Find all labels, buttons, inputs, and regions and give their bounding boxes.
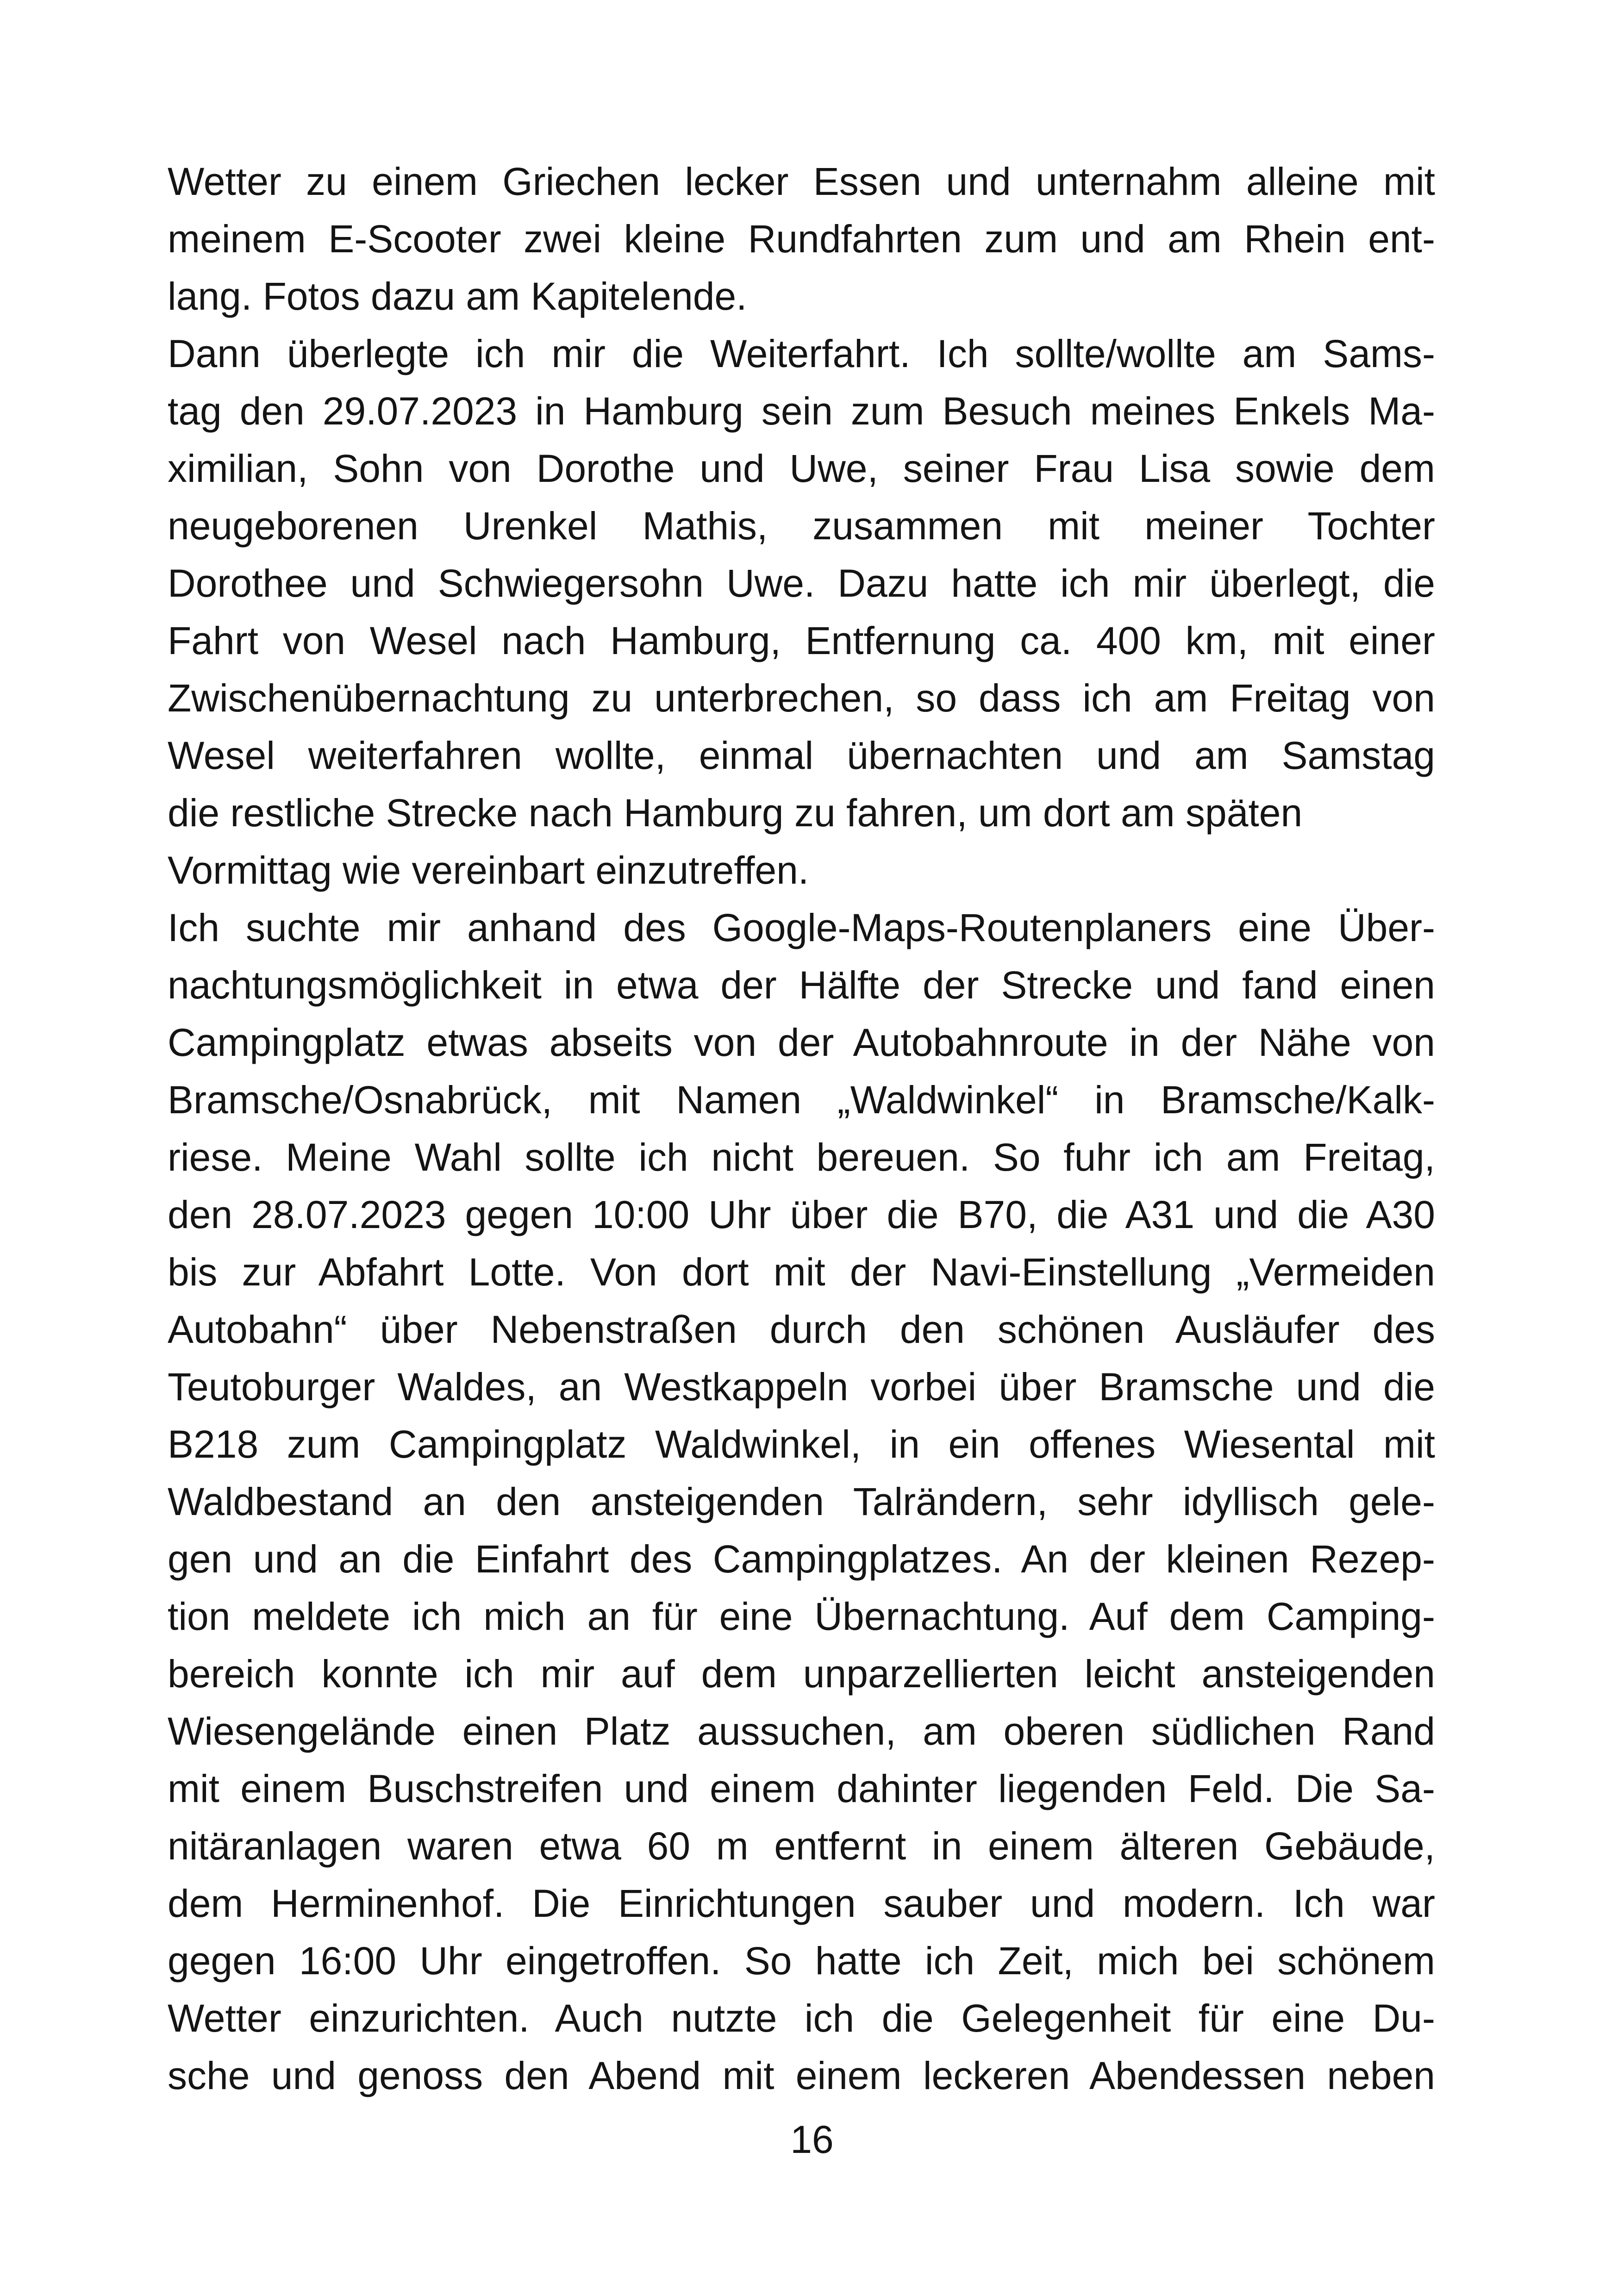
text-line: Autobahn“ über Nebenstraßen durch den schönen Ausläufer des — [168, 1308, 1435, 1351]
text-line: gen und an die Einfahrt des Campingplatzes. An der kleinen Rezep- — [168, 1537, 1435, 1581]
text-line: Wesel weiterfahren wollte, einmal übernachten und am Samstag — [168, 734, 1435, 777]
text-line: den 28.07.2023 gegen 10:00 Uhr über die B70, die A31 und die A30 — [168, 1193, 1435, 1236]
text-line: Teutoburger Waldes, an Westkappeln vorbei über Bramsche und die — [168, 1365, 1435, 1409]
text-line: Bramsche/Osnabrück, mit Namen „Waldwinkel“ in Bramsche/Kalk- — [168, 1078, 1435, 1122]
text-line: tion meldete ich mich an für eine Übernachtung. Auf dem Camping- — [168, 1595, 1435, 1638]
text-line: B218 zum Campingplatz Waldwinkel, in ein offenes Wiesental mit — [168, 1422, 1435, 1466]
text-line: nitäranlagen waren etwa 60 m entfernt in einem älteren Gebäude, — [168, 1824, 1435, 1868]
text-line: mit einem Buschstreifen und einem dahinter liegenden Feld. Die Sa- — [168, 1767, 1435, 1810]
text-line: sche und genoss den Abend mit einem leckeren Abendessen neben — [168, 2054, 1435, 2097]
text-line: die restliche Strecke nach Hamburg zu fahren, um dort am späten — [168, 791, 1303, 835]
text-line: bis zur Abfahrt Lotte. Von dort mit der Navi-Einstellung „Vermeiden — [168, 1250, 1435, 1294]
text-line: Dann überlegte ich mir die Weiterfahrt. Ich sollte/wollte am Sams- — [168, 332, 1435, 375]
text-line: Dorothee und Schwiegersohn Uwe. Dazu hatte ich mir überlegt, die — [168, 561, 1435, 605]
text-line: Zwischenübernachtung zu unterbrechen, so dass ich am Freitag von — [168, 676, 1435, 720]
page-number: 16 — [790, 2118, 834, 2161]
text-line: riese. Meine Wahl sollte ich nicht bereuen. So fuhr ich am Freitag, — [168, 1135, 1435, 1179]
text-line: gegen 16:00 Uhr eingetroffen. So hatte ich Zeit, mich bei schönem — [168, 1939, 1435, 1983]
text-line: Waldbestand an den ansteigenden Talrändern, sehr idyllisch gele- — [168, 1480, 1435, 1523]
text-line: lang. Fotos dazu am Kapitelende. — [168, 274, 747, 318]
text-line: meinem E-Scooter zwei kleine Rundfahrten zum und am Rhein ent- — [168, 217, 1435, 261]
text-line: Fahrt von Wesel nach Hamburg, Entfernung ca. 400 km, mit einer — [168, 619, 1435, 662]
text-line: ximilian, Sohn von Dorothe und Uwe, seiner Frau Lisa sowie dem — [168, 447, 1435, 490]
text-line: nachtungsmöglichkeit in etwa der Hälfte der Strecke und fand einen — [168, 963, 1435, 1007]
text-line: Wiesengelände einen Platz aussuchen, am oberen südlichen Rand — [168, 1709, 1435, 1753]
text-line: Wetter einzurichten. Auch nutzte ich die Gelegenheit für eine Du- — [168, 1996, 1435, 2040]
body-text — [168, 153, 1435, 2104]
text-line: neugeborenen Urenkel Mathis, zusammen mit meiner Tochter — [168, 504, 1435, 548]
text-line: dem Herminenhof. Die Einrichtungen sauber und modern. Ich war — [168, 1882, 1435, 1925]
text-line: Ich suchte mir anhand des Google-Maps-Routenplaners eine Über- — [168, 906, 1435, 949]
text-line: Wetter zu einem Griechen lecker Essen und unternahm alleine mit — [168, 160, 1435, 203]
text-line: bereich konnte ich mir auf dem unparzellierten leicht ansteigenden — [168, 1652, 1435, 1696]
text-line: Campingplatz etwas abseits von der Autobahnroute in der Nähe von — [168, 1021, 1435, 1064]
text-line: Vormittag wie vereinbart einzutreffen. — [168, 848, 809, 892]
text-line: tag den 29.07.2023 in Hamburg sein zum Besuch meines Enkels Ma- — [168, 389, 1435, 433]
